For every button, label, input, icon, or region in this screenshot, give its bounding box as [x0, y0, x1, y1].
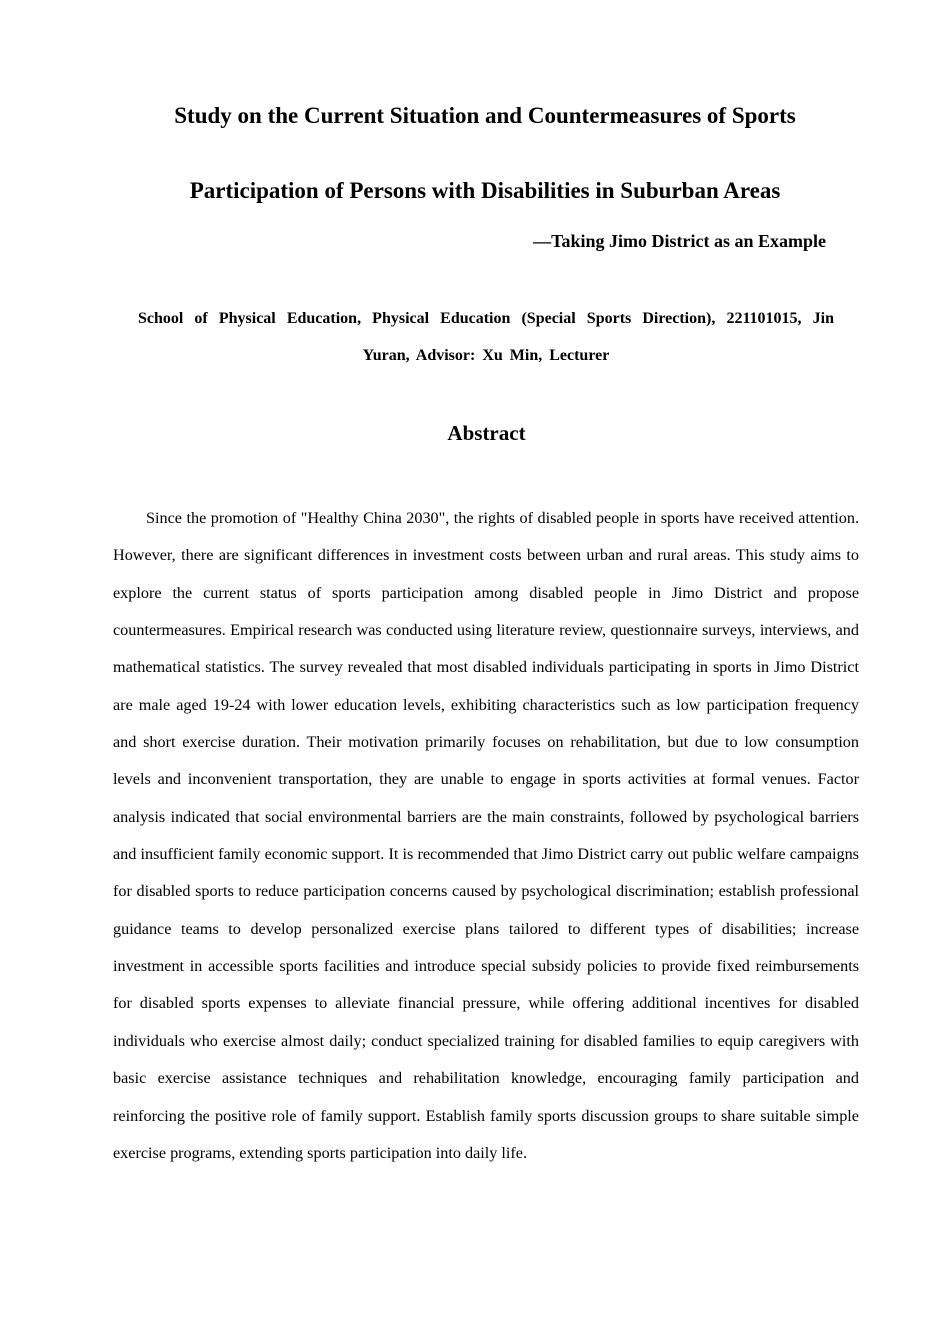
author-affiliation: School of Physical Education, Physical Education (Special Sports Direction), 221101015, Jin Yuran, Advisor: Xu Min, Lecturer — [138, 310, 834, 364]
subtitle-dash: — — [533, 231, 552, 251]
title-line-2: Participation of Persons with Disabilities in Suburban Areas — [189, 178, 781, 203]
title-line-1: Study on the Current Situation and Countermeasures of Sports — [174, 103, 796, 128]
subtitle-text: Taking Jimo District as an Example — [551, 231, 826, 251]
abstract-heading: Abstract — [447, 421, 526, 445]
abstract-body: Since the promotion of "Healthy China 2030", the rights of disabled people in sports have received attention. However, there are significant differences in investment costs between urban and rural areas. This study aims to explore the current status of sports participation among disabled people in Jimo District and propose countermeasures. Empirical research was conducted using literature review, questionnaire surveys, interviews, and mathematical statistics. The survey revealed that most disabled individuals participating in sports in Jimo District are male aged 19-24 with lower education levels, exhibiting characteristics such as low participation frequency and short exercise duration. Their motivation primarily focuses on rehabilitation, but due to low consumption levels and inconvenient transportation, they are unable to engage in sports activities at formal venues. Factor analysis indicated that social environmental barriers are the main constraints, followed by psychological barriers and insufficient family economic support. It is recommended that Jimo District carry out public welfare campaigns for disabled sports to reduce participation concerns caused by psychological discrimination; establish professional guidance teams to develop personalized exercise plans tailored to different types of disabilities; increase investment in accessible sports facilities and introduce special subsidy policies to provide fixed reimbursements for disabled sports expenses to alleviate financial pressure, while offering additional incentives for disabled individuals who exercise almost daily; conduct specialized training for disabled families to equip caregivers with basic exercise assistance techniques and rehabilitation knowledge, encouraging family participation and reinforcing the positive role of family support. Establish family sports discussion groups to share suitable simple exercise programs, extending sports participation into daily life. — [113, 509, 859, 1162]
subtitle — [533, 228, 826, 254]
